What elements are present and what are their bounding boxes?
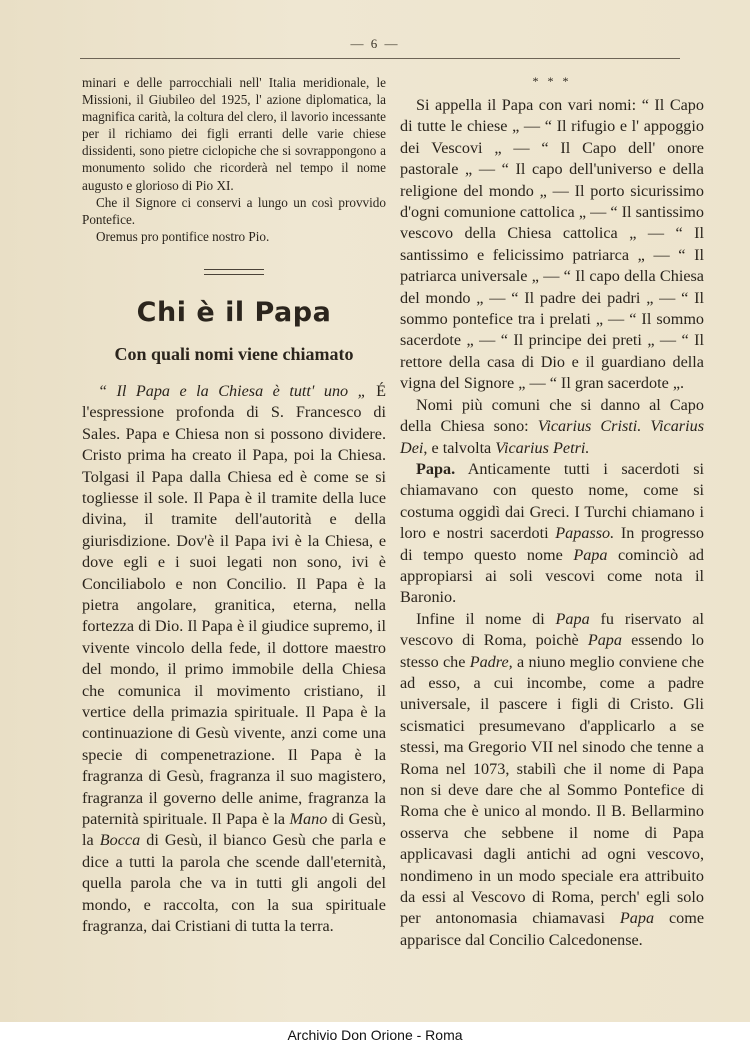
section-separator <box>204 269 264 275</box>
papa-paragraph <box>400 459 704 609</box>
p3-papa-word: Papa <box>573 545 608 564</box>
body-paragraph <box>82 381 386 938</box>
p4-papa-3: Papa <box>619 909 655 928</box>
common-names-paragraph <box>400 395 704 459</box>
p3-text-3: cominciò ad appropiarsi ai soli vescovi come nota il Baronio. <box>400 545 705 607</box>
mano-word: Mano <box>289 810 328 829</box>
p4-e: come apparisce dal Concilio Calcedonense. <box>400 909 704 949</box>
p2-latin-2: Vicarius Petri. <box>495 438 590 457</box>
page-number: — 6 — <box>350 36 400 51</box>
p4-c: essendo lo stesso che <box>400 631 705 671</box>
left-column <box>82 74 386 938</box>
papa-lead: Papa. <box>416 459 456 478</box>
names-paragraph: Si appella il Papa con vari nomi: “ Il Capo di tutte le chiese „ — “ Il rifugio e l' appoggio dei Vescovi „ — “ Il Capo dell' onore pastorale „ — “ Il capo dell'universo e della religione del mondo „ — Il porto sicurissimo d'ogni comunione cattolica „ — “ Il santissimo vescovo della Chiesa cattolica „ — “ Il santissimo e felicissimo patriarca „ — “ Il patriarca universale „ — “ Il capo della Chiesa del mondo „ — “ Il padre dei padri „ — “ Il sommo pontefice tra i prelati „ — “ Il sommo sacerdote „ — “ Il principe dei preti „ — “ Il rettore della casa di Dio e il guardiano della vigna del Signore „ — “ Il gran sacerdote „. <box>400 96 704 393</box>
rome-paragraph <box>400 609 704 952</box>
article-subtitle: Con quali nomi viene chiamato <box>114 343 354 364</box>
p2-latin-1: Vicarius Cristi. Vicarius Dei <box>400 417 704 457</box>
bocca-word: Bocca <box>99 831 141 850</box>
p3-text-2: In progresso di tempo questo nome <box>400 524 704 564</box>
section-stars: * * * <box>532 74 572 88</box>
right-column <box>400 74 704 951</box>
p2-mid: , e talvolta <box>423 438 496 457</box>
header-rule <box>80 58 680 59</box>
body-text-2: di Gesù, la <box>82 810 386 850</box>
intro-paragraph-2: Che il Signore ci conservi a lungo un così provvido Pontefice. <box>82 194 386 227</box>
opening-quote: “ Il Papa e la Chiesa è tutt' uno „ <box>98 381 367 400</box>
body-text-3: di Gesù, il bianco Gesù che parla e dice a tutti la parola che scende dall'eternità, quella parola che va in tutti gli angoli del mondo, e raccolta, con la sua spirituale fragranza, dai Cristiani di tutta la terra. <box>82 831 386 936</box>
right-body <box>400 95 704 951</box>
papasso-word: Papasso. <box>555 524 615 543</box>
archive-footer <box>0 1022 750 1052</box>
article-body <box>82 381 386 938</box>
intro-paragraph-3: Oremus pro pontifice nostro Pio. <box>96 228 270 244</box>
p4-a: Infine il nome di <box>416 609 556 628</box>
p4-papa-1: Papa <box>555 609 590 628</box>
p4-padre: Padre, <box>469 652 513 671</box>
archive-label: Archivio Don Orione - Roma <box>287 1027 463 1043</box>
body-text-1: É l'espressione profonda di S. Francesco di Sales. Papa e Chiesa non si possono dividere. Cristo prima ha creato il Papa, poi la Chiesa. Tolgasi il Papa dalla Chiesa ed è come se si togliesse il sole. Il Papa è il tramite della luce divina, il tramite dell'autorità e della giurisdizione. Dov'è il Papa ivi è la Chiesa, e dove egli e i suoi legati non sono, ivi è Conciliabolo e non Concilio. Il Papa è la pietra angolare, granitica, eterna, nella fortezza di Dio. Il Papa è il giudice supremo, il vivente vincolo della fede, il dottore maestro del mondo, il primo immobile della Chiesa che comunica il movimento cristiano, il vertice della primazia spirituale. Il Papa è la continuazione di Gesù vivente, anzi come una specie di compenetrazione. Il Papa è la fragranza di Gesù, fragranza il suo magistero, fragranza il governo delle anime, fragranza la paternità spirituale. Il Papa è la <box>82 381 386 829</box>
p3-text: Anticamente tutti i sacerdoti si chiamavano con questo nome, come si costuma oggidì dai Greci. I Turchi chiamano i loro e nostri sacerdoti <box>400 459 704 543</box>
p4-d: a niuno meglio conviene che ad esso, a cui incombe, come a padre universale, il pascere i figli di Cristo. Gli scismatici presumevano d'applicarlo a se stessi, ma Gregorio VII nel sinodo che tenne a Roma nel 1073, stabilì che il nome di Papa non si deve dare che al Sommo Pontefice di Roma che è unico al mondo. Il B. Bellarmino osserva che sebbene il nome di Papa applicavasi dagli antichi ad ogni vescovo, nondimeno in un modo speciale era attribuito da essi al Vescovo di Roma, perch' egli solo per antonomasia chiamavasi <box>400 652 705 928</box>
p2-text: Nomi più comuni che si danno al Capo della Chiesa sono: <box>400 395 704 436</box>
p4-papa-2: Papa <box>587 631 622 650</box>
p4-b: fu riservato al vescovo di Roma, poichè <box>400 609 704 650</box>
article-title: Chi è il Papa <box>136 296 332 328</box>
intro-text <box>82 74 386 245</box>
intro-paragraph-1: minari e delle parrocchiali nell' Italia meridionale, le Missioni, il Giubileo del 1925, l' azione diplomatica, la magnifica carità, la coltura del clero, il lavorio incessante per il richiamo dei figli erranti delle varie chiese dissidenti, sono pietre ciclopiche che si sovrappongono a monumento solido che ricorderà nel tempo il nome augusto e glorioso di Pio XI. <box>82 75 386 193</box>
